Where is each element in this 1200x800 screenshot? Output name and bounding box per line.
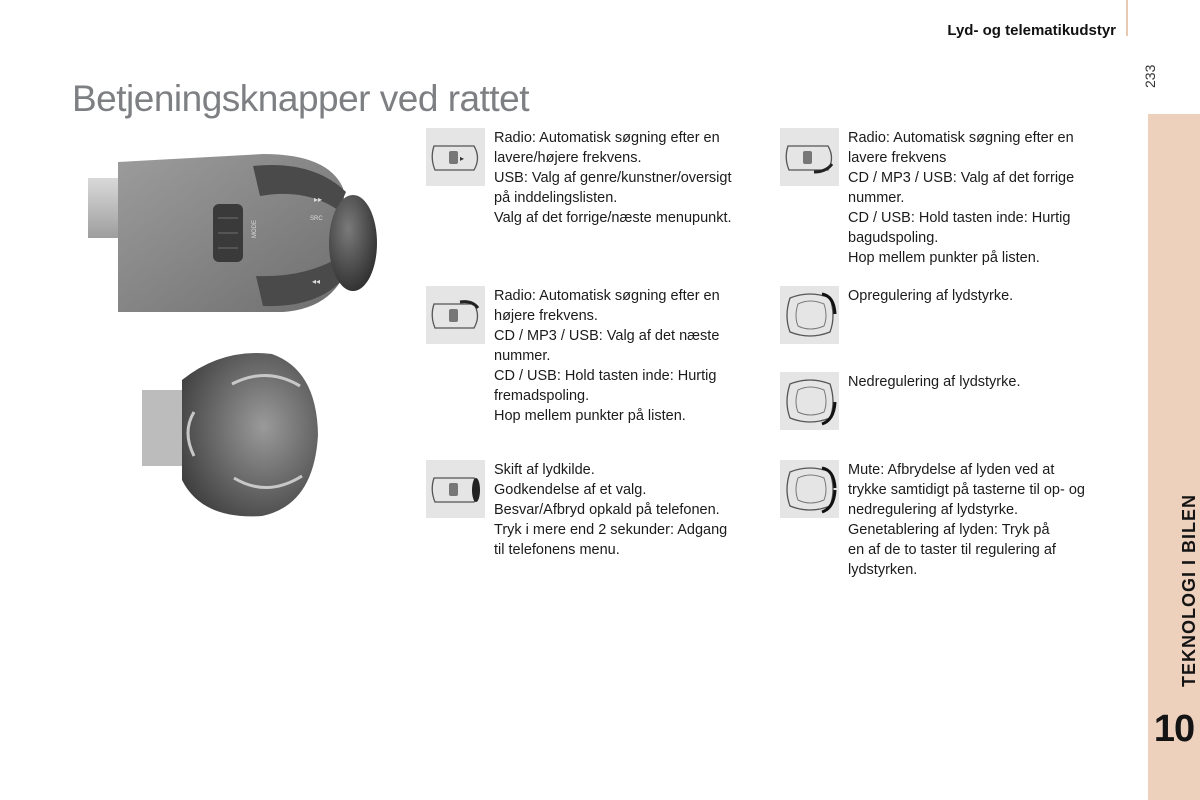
forward-arrows-icon: ▸▸: [314, 195, 323, 204]
description-line: lavere frekvens: [848, 150, 947, 166]
control-entry: [426, 460, 756, 560]
description-line: Godkendelse af et valg.: [494, 482, 647, 498]
wheel-control-roller-icon: [426, 128, 485, 186]
description-line: Tryk i mere end 2 sekunder: Adgang: [494, 522, 728, 538]
page-number: 233: [1142, 64, 1158, 88]
chapter-label: TEKNOLOGI I BILEN: [1179, 493, 1199, 687]
wheel-control-upper-button-icon: [426, 286, 485, 344]
description-line: på inddelingslisten.: [494, 190, 618, 206]
section-title: Lyd- og telematikudstyr: [947, 22, 1116, 39]
description-line: Skift af lydkilde.: [494, 462, 595, 478]
header-divider: [1126, 0, 1128, 36]
description-line: trykke samtidigt på tasterne til op- og: [848, 482, 1085, 498]
steering-control-end-illustration: [142, 340, 322, 520]
wheel-control-volume-up-icon: [780, 286, 839, 344]
description-line: CD / MP3 / USB: Valg af det næste: [494, 328, 720, 344]
description-line: CD / MP3 / USB: Valg af det forrige: [848, 170, 1075, 186]
description-line: bagudspoling.: [848, 230, 939, 246]
entry-description: [848, 286, 1110, 344]
description-line: Hop mellem punkter på listen.: [494, 408, 686, 424]
wheel-control-volume-down-icon: [780, 372, 839, 430]
entry-description: [848, 460, 1110, 580]
mode-label: MODE: [252, 220, 258, 238]
description-line: Opregulering af lydstyrke.: [848, 288, 1014, 304]
description-line: Radio: Automatisk søgning efter en: [494, 130, 720, 146]
description-line: en af de to taster til regulering af: [848, 542, 1056, 558]
description-line: fremadspoling.: [494, 388, 590, 404]
entry-description: [494, 128, 756, 228]
entry-description: [494, 286, 756, 426]
description-line: nedregulering af lydstyrke.: [848, 502, 1019, 518]
description-line: nummer.: [848, 190, 905, 206]
description-line: Radio: Automatisk søgning efter en: [848, 130, 1074, 146]
description-line: Mute: Afbrydelse af lyden ved at: [848, 462, 1055, 478]
steering-control-front-illustration: [88, 148, 388, 318]
description-line: CD / USB: Hold tasten inde: Hurtig: [494, 368, 717, 384]
description-line: lavere/højere frekvens.: [494, 150, 642, 166]
entry-description: [494, 460, 756, 560]
description-line: Radio: Automatisk søgning efter en: [494, 288, 720, 304]
description-line: nummer.: [494, 348, 551, 364]
description-line: Genetablering af lyden: Tryk på: [848, 522, 1050, 538]
control-entry: [780, 128, 1110, 268]
svg-text:▸: ▸: [460, 154, 465, 163]
control-entry: [780, 286, 1110, 344]
description-line: Nedregulering af lydstyrke.: [848, 374, 1021, 390]
page-title: Betjeningsknapper ved rattet: [72, 78, 530, 119]
description-line: til telefonens menu.: [494, 542, 620, 558]
description-line: USB: Valg af genre/kunstner/oversigt: [494, 170, 732, 186]
control-entry: [426, 128, 756, 228]
description-line: Hop mellem punkter på listen.: [848, 250, 1040, 266]
description-line: højere frekvens.: [494, 308, 598, 324]
control-entry: [426, 286, 756, 426]
entry-description: [848, 372, 1110, 430]
chapter-tab: [1148, 114, 1200, 800]
wheel-control-lower-button-icon: [780, 128, 839, 186]
wheel-control-source-button-icon: [426, 460, 485, 518]
src-label: SRC: [310, 216, 323, 222]
description-line: lydstyrken.: [848, 562, 918, 578]
chapter-number: 10: [1153, 708, 1195, 750]
control-entry: [780, 372, 1110, 430]
control-entry: [780, 460, 1110, 580]
description-line: CD / USB: Hold tasten inde: Hurtig: [848, 210, 1071, 226]
description-line: Valg af det forrige/næste menupunkt.: [494, 210, 732, 226]
entry-description: [848, 128, 1110, 268]
source-button: [329, 195, 377, 291]
description-line: Besvar/Afbryd opkald på telefonen.: [494, 502, 720, 518]
wheel-control-mute-icon: [780, 460, 839, 518]
back-arrows-icon: ◂◂: [312, 277, 321, 286]
